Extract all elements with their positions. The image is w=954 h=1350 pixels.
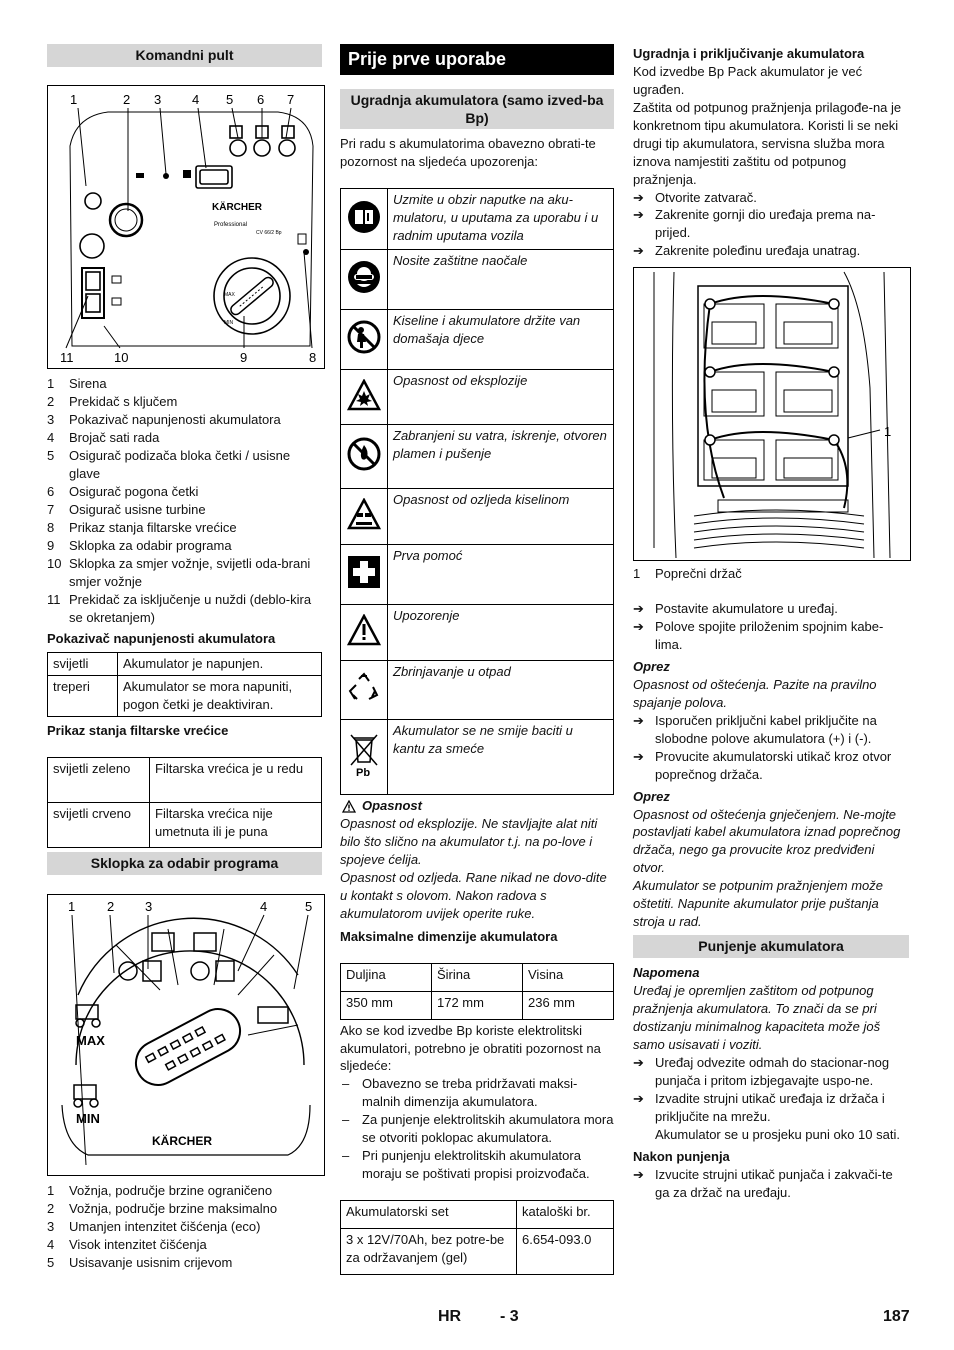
heading-before-first-use: Prije prve uporabe — [340, 44, 614, 75]
table-cell: Akumulator je napunjen. — [118, 653, 322, 676]
table-cell: Akumulator se mora napuniti, pogon četki je deaktiviran. — [118, 676, 322, 717]
warning-text: Uzmite u obzir naputke na aku-mulatoru, u uputama za uporabu i u radnim uputama vozila — [388, 189, 614, 250]
danger-text-1: Opasnost od eksplozije. Ne stavljajte alat niti bilo što slično na akumulator t.j. na po-love i spojeve ćelija. — [340, 816, 598, 867]
control-panel-figure — [47, 85, 325, 369]
list-item: 8 Prikaz stanja filtarske vrećice — [47, 519, 237, 535]
fig1-label-8: 8 — [309, 350, 317, 366]
table-row — [48, 758, 322, 803]
program-switch-figure — [47, 894, 325, 1176]
danger-label: Opasnost — [362, 798, 422, 814]
fig1-label-9: 9 — [240, 350, 248, 366]
footer-section-page: - 3 — [500, 1308, 519, 1325]
after-charging-label: Nakon punjenja — [633, 1148, 730, 1164]
table-cell: Filtarska vrećica je u redu — [150, 758, 322, 803]
list-item: 2 Vožnja, područje brzine maksimalno — [47, 1201, 278, 1217]
warning-text: Upozorenje — [388, 605, 614, 661]
list-item: 3 Pokazivač napunjenosti akumulatora — [47, 412, 281, 428]
fig2-label-5: 5 — [305, 899, 313, 915]
list-item: 7 Osigurač usisne turbine — [47, 501, 206, 517]
danger-text-2: Opasnost od ozljeda. Rane nikad ne dovo-dite u kontakt s olovom. Nakon radova s akumulatorom uvijek operite ruke. — [340, 869, 607, 921]
fig2-label-3: 3 — [145, 899, 153, 915]
acid-icon — [341, 489, 388, 545]
table-row — [48, 803, 322, 848]
no-trash-pb-icon — [341, 720, 388, 795]
program-switch-legend — [47, 1182, 322, 1272]
table-row — [341, 661, 614, 720]
install-text-2: Zaštita od potpunog pražnjenja prilagođe-na je konkretnom tipu akumulatora. Koristi li se neki drugi tip akumulatora, servisna služba mora iznova namjestiti zaštitu od potpunog pražnjenja. — [633, 99, 902, 187]
battery-indicator-table — [47, 652, 322, 717]
table-row — [341, 720, 614, 795]
battery-set-table — [340, 1200, 614, 1275]
list-item: 11 Prekidač za isključenje u nuždi (deblo-kira se okretanjem) — [47, 591, 312, 625]
warning-text: Kiseline i akumulatore držite van domašaja djece — [388, 310, 614, 370]
list-item: 9 Sklopka za odabir programa — [47, 537, 232, 553]
intro-text: Pri radu s akumulatorima obavezno obrati-te pozornost na sljedeća upozorenja: — [340, 136, 596, 170]
warning-icon — [341, 605, 388, 661]
no-children-icon — [341, 310, 388, 370]
fig1-label-2: 2 — [123, 92, 131, 108]
fig1-label-11: 11 — [60, 350, 74, 366]
table-cell: 6.654-093.0 — [517, 1229, 614, 1275]
column-2 — [340, 44, 614, 1275]
table-cell: 3 x 12V/70Ah, bez potre-be za održavanjem (gel) — [341, 1229, 517, 1275]
list-item: 5 Osigurač podizača bloka četki / usisne glave — [47, 448, 291, 481]
table-row — [341, 370, 614, 425]
table-cell: svijetli crveno — [48, 803, 150, 848]
table-row — [341, 489, 614, 545]
table-row — [341, 605, 614, 661]
caution-label-2: Oprez — [633, 788, 670, 804]
fig3-label-1: 1 — [884, 424, 892, 440]
step-item: ➔ Zakrenite gornji dio uređaja prema na-prijed. — [633, 207, 876, 241]
recycle-icon — [341, 661, 388, 720]
warnings-table — [340, 188, 614, 795]
table-row — [341, 545, 614, 605]
warning-text: Zbrinjavanje u otpad — [388, 661, 614, 720]
list-item: 5 Usisavanje usisnim crijevom — [47, 1255, 233, 1271]
step-item: ➔ Izvucite strujni utikač punjača i zakvači-te ga za držač na uređaju. — [633, 1166, 893, 1200]
table-row — [341, 189, 614, 250]
step-item: ➔ Postavite akumulatore u uređaj. — [633, 601, 838, 617]
list-item: 4 Brojač sati rada — [47, 430, 160, 446]
section-heading-control-panel: Komandni pult — [47, 44, 322, 67]
note-label: Napomena — [633, 965, 700, 981]
warning-text: Opasnost od ozljeda kiselinom — [388, 489, 614, 545]
list-item: 6 Osigurač pogona četki — [47, 483, 199, 499]
table-row — [341, 310, 614, 370]
fig2-min-label: MIN — [76, 1111, 100, 1127]
section-heading-charging: Punjenje akumulatora — [633, 935, 909, 958]
table-row — [341, 1229, 614, 1275]
fig2-label-2: 2 — [107, 899, 115, 915]
step-item: ➔ Otvorite zatvarač. — [633, 189, 757, 205]
install-text-1: Kod izvedbe Bp Pack akumulator je već ugrađen. — [633, 63, 863, 97]
first-aid-icon — [341, 545, 388, 605]
caution-label-1: Oprez — [633, 659, 670, 674]
table-cell: Visina — [523, 963, 614, 991]
fig2-label-1: 1 — [68, 899, 76, 915]
table-row — [48, 676, 322, 717]
warning-text: Nosite zaštitne naočale — [388, 250, 614, 310]
step-item: ➔ Izvadite strujni utikač uređaja iz držača i priključite na mrežu. — [633, 1090, 885, 1124]
table-cell: 236 mm — [523, 991, 614, 1019]
list-item: – Pri punjenju elektrolitskih akumulatora moraju se poštivati propisi proizvođača. — [342, 1148, 590, 1182]
table-cell: svijetli — [48, 653, 118, 676]
list-item: 4 Visok intenzitet čišćenja — [47, 1237, 207, 1253]
fig1-brand-logo: KÄRCHER — [212, 202, 262, 214]
caution-text-1: Opasnost od oštećenja. Pazite na pravilno spajanje polova. — [633, 676, 877, 710]
pb-label: Pb — [356, 766, 371, 778]
list-item: – Za punjenje elektrolitskih akumulatora mora se otvoriti poklopac akumulatora. — [342, 1112, 614, 1146]
control-panel-legend — [47, 375, 322, 626]
charge-time-text: Akumulator se u prosjeku puni oko 10 sati. — [655, 1126, 900, 1142]
table-cell: kataloški br. — [517, 1201, 614, 1229]
list-item: 2 Prekidač s ključem — [47, 394, 178, 410]
table-cell: svijetli zeleno — [48, 758, 150, 803]
table-cell: Akumulatorski set — [341, 1201, 517, 1229]
heading-battery-install: Ugradnja akumulatora (samo izved-ba Bp) — [340, 89, 614, 129]
fig1-model-text: Professional — [214, 222, 248, 229]
caution-text-2: Opasnost od oštećenja gnječenjem. Ne-mojte postavljati kabel akumulatora iznad poprečnog držača, nego ga provucite kroz predviđeni otvor. — [633, 806, 901, 876]
bp-version-text: Ako se kod izvedbe Bp koriste elektrolitski akumulatori, potrebno je obratiti pozornost na sljedeće: — [340, 1022, 601, 1074]
fig1-label-6: 6 — [257, 92, 265, 108]
warning-text: Akumulator se ne smije baciti u kantu za smeće — [388, 720, 614, 795]
manual-icon — [341, 189, 388, 250]
fig1-model-code: CV 66/2 Bp — [256, 230, 282, 237]
table-cell: Filtarska vrećica nije umetnuta ili je puna — [150, 803, 322, 848]
table-row — [341, 991, 614, 1019]
caution-text-3: Akumulator se potpunim pražnjenjem može oštetiti. Napunite akumulator prije puštanja stroja u rad. — [633, 878, 884, 930]
warning-text: Opasnost od eksplozije — [388, 370, 614, 425]
table-cell: Duljina — [341, 963, 432, 991]
list-item: – Obavezno se treba pridržavati maksi-malnih dimenzija akumulatora. — [342, 1076, 578, 1110]
list-item: 1 Poprečni držač — [633, 566, 742, 582]
step-item: ➔ Polove spojite priloženim spojnim kabe-lima. — [633, 619, 884, 653]
fig1-label-7: 7 — [287, 92, 295, 108]
fig1-label-10: 10 — [114, 350, 129, 366]
explosion-icon — [341, 370, 388, 425]
install-heading: Ugradnja i priključivanje akumulatora — [633, 46, 865, 61]
section-heading-program-switch: Sklopka za odabir programa — [47, 852, 322, 875]
fig1-min-label: MIN — [224, 320, 234, 327]
table-row — [48, 653, 322, 676]
no-fire-icon — [341, 425, 388, 489]
fig2-max-label: MAX — [76, 1033, 105, 1049]
table-row — [341, 1201, 614, 1229]
max-dimensions-label: Maksimalne dimenzije akumulatora — [340, 928, 558, 944]
list-item: 1 Sirena — [47, 376, 107, 392]
goggles-icon — [341, 250, 388, 310]
list-item: 3 Umanjen intenzitet čišćenja (eco) — [47, 1219, 261, 1235]
step-item: ➔ Uređaj odvezite odmah do stacionar-nog punjača i pritom izbjegavajte uspo-ne. — [633, 1055, 890, 1088]
fig1-label-4: 4 — [192, 92, 200, 108]
fig1-max-label: MAX — [224, 292, 235, 299]
note-text: Uređaj je opremljen zaštitom od potpunog pražnjenja akumulatora. To znači da se pri dostizanju minimalnog kapaciteta može još samo usisavati i voziti. — [633, 983, 881, 1053]
fig2-label-4: 4 — [260, 899, 268, 915]
column-3 — [633, 44, 909, 1202]
step-item: ➔ Zakrenite poleđinu uređaja unatrag. — [633, 243, 861, 259]
fig1-label-1: 1 — [70, 92, 78, 108]
list-item: 10 Sklopka za smjer vožnje, svijetli oda-brani smjer vožnje — [47, 555, 311, 589]
footer-page-number: 187 — [883, 1308, 910, 1325]
filter-indicator-table — [47, 757, 322, 848]
table-row — [341, 250, 614, 310]
table-cell: treperi — [48, 676, 118, 717]
step-item: ➔ Provucite akumulatorski utikač kroz otvor poprečnog držača. — [633, 748, 892, 782]
table-cell: 350 mm — [341, 991, 432, 1019]
filter-indicator-label: Prikaz stanja filtarske vrećice — [47, 723, 229, 739]
dimensions-table — [340, 963, 614, 1020]
fig1-label-5: 5 — [226, 92, 234, 108]
danger-heading — [340, 797, 614, 815]
table-cell: 172 mm — [432, 991, 523, 1019]
battery-figure-legend — [633, 565, 909, 583]
column-1 — [47, 44, 322, 1272]
battery-install-figure — [633, 267, 911, 561]
warning-text: Prva pomoć — [388, 545, 614, 605]
footer-language: HR — [438, 1308, 462, 1325]
fig1-label-3: 3 — [154, 92, 162, 108]
table-row — [341, 963, 614, 991]
fig2-brand-logo: KÄRCHER — [152, 1134, 212, 1149]
step-item: ➔ Isporučen priključni kabel priključite na slobodne polove akumulatora (+) i (-). — [633, 712, 877, 746]
danger-icon — [342, 800, 356, 813]
table-row — [341, 425, 614, 489]
list-item: 1 Vožnja, područje brzine ograničeno — [47, 1183, 273, 1199]
table-cell: Širina — [432, 963, 523, 991]
warning-text: Zabranjeni su vatra, iskrenje, otvoren plamen i pušenje — [388, 425, 614, 489]
battery-indicator-label: Pokazivač napunjenosti akumulatora — [47, 631, 276, 647]
